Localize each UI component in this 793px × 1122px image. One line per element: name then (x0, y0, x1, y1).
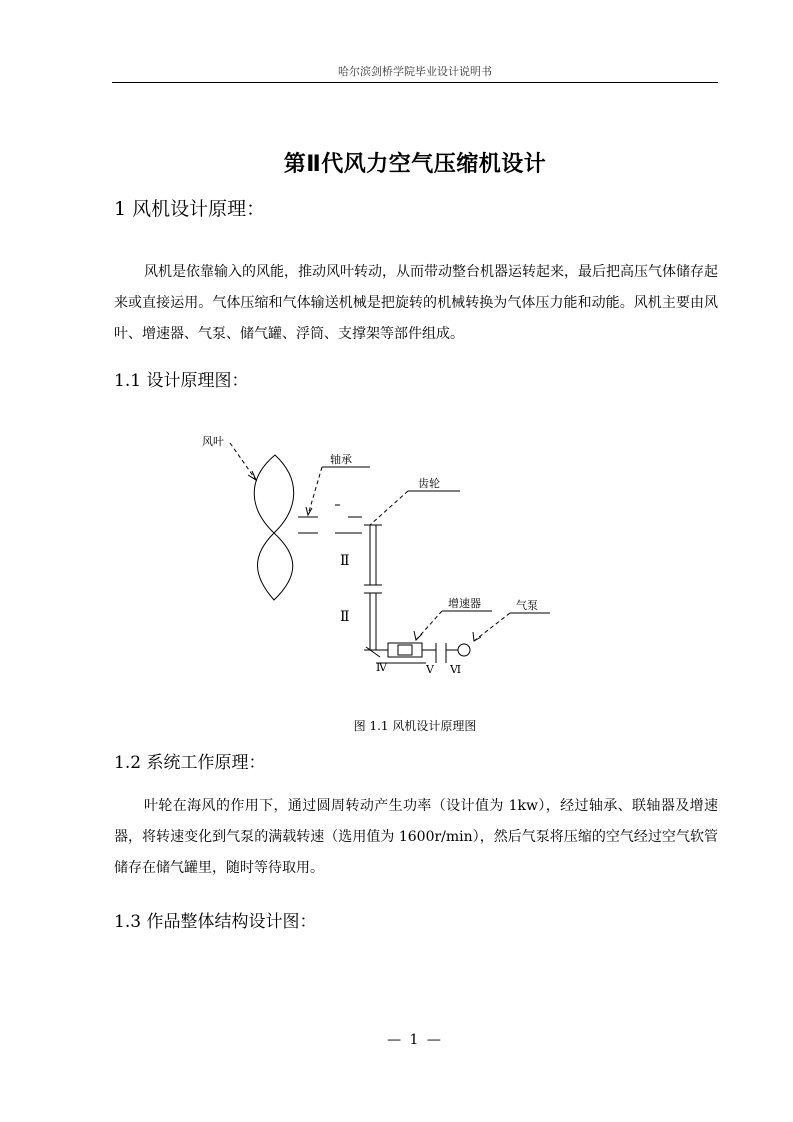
design-principle-diagram (190, 425, 570, 700)
label-roman-ii-lower: Ⅱ (340, 609, 350, 625)
section-1-3-heading: 1.3 作品整体结构设计图： (114, 912, 317, 932)
label-wind-blade: 风叶 (202, 435, 224, 448)
section-1-paragraph: 风机是依靠输入的风能，推动风叶转动，从而带动整台机器运转起来，最后把高压气体储存起来或直接运用。气体压缩和气体输送机械是把旋转的机械转换为气体压力能和动能。风机主要由风叶、增速器、气泵、储气罐、浮筒、支撑架等部件组成。 (114, 264, 718, 342)
bearing-leader (308, 467, 322, 515)
label-speed-increaser: 增速器 (448, 597, 481, 610)
wind-blade-shape (254, 455, 293, 600)
page-number: — 1 — (387, 1032, 443, 1048)
bevel-gear-mark (364, 647, 382, 657)
section-1-1-heading: 1.1 设计原理图： (114, 371, 249, 391)
section-1-2-heading: 1.2 系统工作原理： (114, 753, 266, 773)
design-principle-figure (190, 425, 570, 700)
label-roman-ii-upper: Ⅱ (340, 553, 350, 569)
air-pump-leader (474, 613, 510, 641)
speed-increaser-arrowhead (414, 631, 422, 640)
running-header: 哈尔滨剑桥学院毕业设计说明书 (338, 65, 492, 78)
label-roman-iv: Ⅳ (376, 661, 387, 674)
header-rule (112, 82, 718, 83)
document-title: 第Ⅱ代风力空气压缩机设计 (283, 152, 547, 177)
label-roman-v: V (426, 663, 434, 676)
section-1-2-paragraph: 叶轮在海风的作用下，通过圆周转动产生功率（设计值为 1kw），经过轴承、联轴器及增速器，将转速变化到气泵的满载转速（选用值为 1600r/min），然后气泵将压缩的空气经过空气软管储存在储气罐里，随时等待取用。 (114, 798, 718, 876)
section-1-heading: 1 风机设计原理： (114, 198, 266, 220)
air-pump-circle (458, 644, 470, 656)
label-roman-vi: Ⅵ (450, 663, 462, 676)
gear-leader (370, 491, 408, 525)
speed-increaser-inner (398, 645, 412, 655)
label-air-pump: 气泵 (516, 599, 538, 612)
label-gear: 齿轮 (418, 477, 440, 490)
figure-caption: 图 1.1 风机设计原理图 (353, 719, 477, 733)
wind-blade-leader (230, 443, 256, 480)
label-bearing: 轴承 (330, 453, 352, 466)
